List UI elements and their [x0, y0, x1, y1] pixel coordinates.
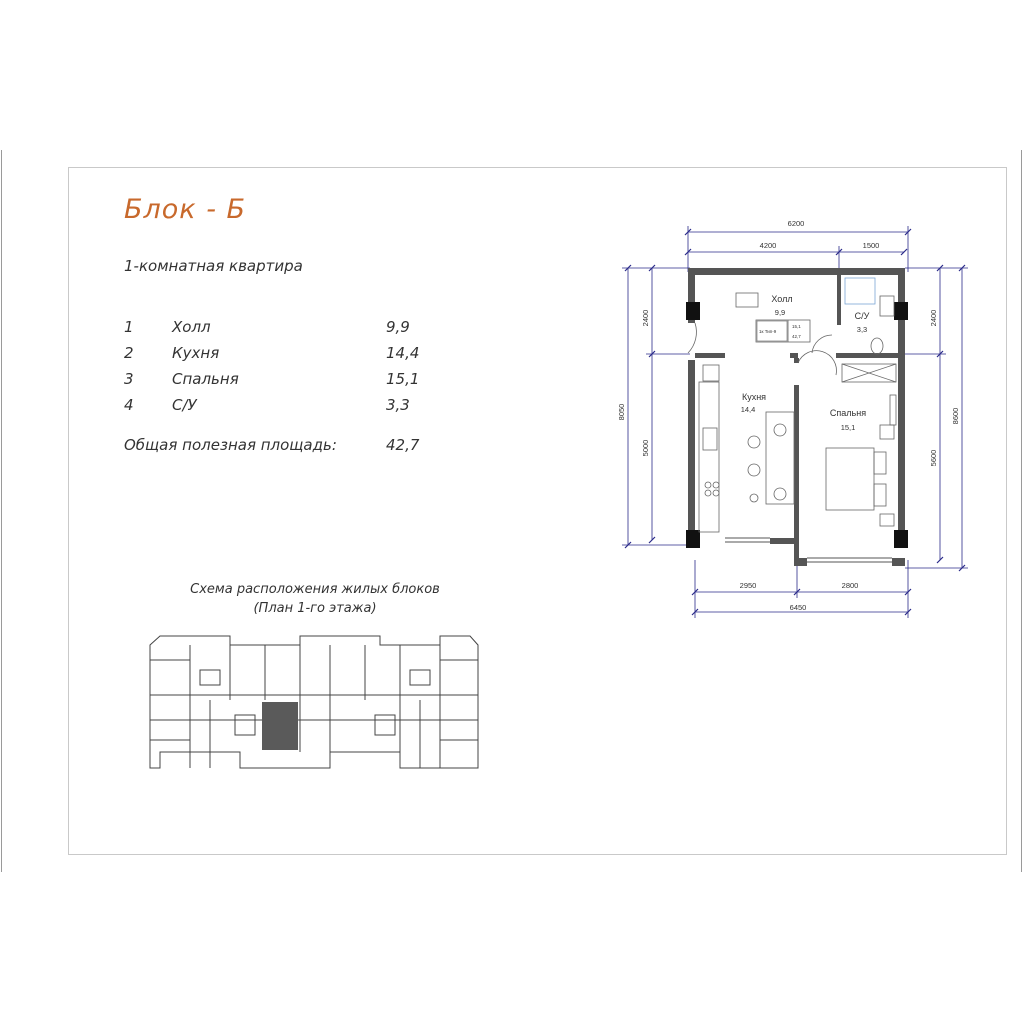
dim-right-upper: 2400 [929, 309, 938, 327]
scheme-outline [150, 636, 478, 768]
highlighted-block [262, 702, 298, 750]
room-number: 2 [124, 344, 134, 362]
dim-left-overall: 8050 [617, 403, 626, 421]
apartment-type: 1-комнатная квартира [124, 257, 303, 275]
dim-left-lower: 5000 [641, 439, 650, 457]
dim-bottom-left: 2950 [739, 581, 757, 590]
room-name: Кухня [172, 344, 220, 362]
room-name: С/У [172, 396, 197, 414]
dim-right-overall: 8600 [951, 407, 960, 425]
room-area: 9,9 [386, 318, 410, 336]
dim-top-left: 4200 [759, 241, 777, 250]
plan-label-hall: Холл [771, 294, 793, 304]
plan-area-hall: 9,9 [774, 308, 786, 317]
room-name: Спальня [172, 370, 239, 388]
room-area: 14,4 [386, 344, 420, 362]
room-name: Холл [172, 318, 211, 336]
dim-right-lower: 5600 [929, 449, 938, 467]
stamp-area-1: 15,1 [792, 324, 801, 329]
plan-area-kitchen: 14,4 [740, 405, 756, 414]
room-number: 4 [124, 396, 134, 414]
dim-top-overall: 6200 [787, 219, 805, 228]
plan-area-bedroom: 15,1 [840, 423, 856, 432]
room-area: 3,3 [386, 396, 410, 414]
stamp-area-2: 42,7 [792, 334, 801, 339]
plan-area-bath: 3,3 [856, 325, 868, 334]
stamp-type: 1к Тип-9 [759, 329, 777, 334]
room-number: 1 [124, 318, 134, 336]
dim-left-upper: 2400 [641, 309, 650, 327]
total-area-value: 42,7 [386, 436, 420, 454]
dim-top-right: 1500 [862, 241, 880, 250]
scheme-title-line: Схема расположения жилых блоков [190, 582, 440, 597]
scheme-subtitle-line: (План 1-го этажа) [253, 601, 377, 616]
plan-label-kitchen: Кухня [741, 392, 767, 402]
dim-bottom-right: 2800 [841, 581, 859, 590]
plan-label-bath: С/У [854, 311, 870, 321]
plan-label-bedroom: Спальня [829, 408, 867, 418]
room-area: 15,1 [386, 370, 420, 388]
dim-bottom-overall: 6450 [789, 603, 807, 612]
total-area-label: Общая полезная площадь: [124, 436, 337, 454]
room-number: 3 [124, 370, 134, 388]
block-title: Блок - Б [124, 194, 247, 225]
